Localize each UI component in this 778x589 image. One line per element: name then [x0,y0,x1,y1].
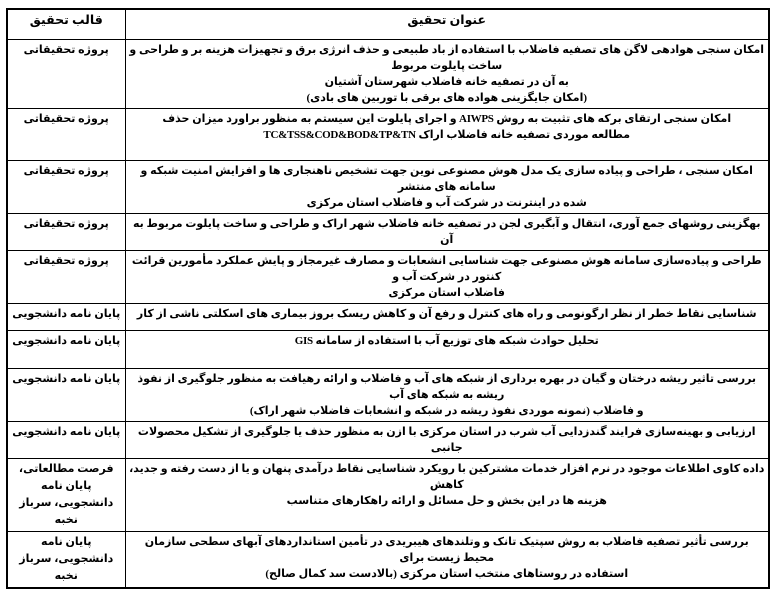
format-cell: پروژه تحقیقاتی [7,250,125,303]
table-row [7,458,769,531]
format-cell: پایان نامه دانشجویی [7,421,125,458]
title-cell [125,108,769,160]
title-cell [125,39,769,108]
table-row [7,531,769,588]
title-line: مطالعه موردی تصفیه خانه فاضلاب اراک TC&TSS&COD&BOD&TP&TN [263,128,631,141]
title-line: امکان سنجی هوادهی لاگن های تصفیه فاضلاب با استفاده از باد طبیعی و حذف انرژی برق و تجهیزات هزینه بر و طراحی و ساخت پایلوت مربوط [129,43,765,72]
format-cell: پایان نامه دانشجویی [7,368,125,421]
title-line: تحلیل حوادث شبکه های توزیع آب با استفاده از سامانه GIS [294,334,599,347]
table-row [7,160,769,213]
table-row [7,303,769,330]
table-row [7,368,769,421]
title-line: بهگزینی روشهای جمع آوری، انتقال و آبگیری لجن در تصفیه خانه فاضلاب شهر اراک و طراحی و ساخت پایلوت مربوط به آن [132,217,761,246]
title-cell [125,330,769,368]
title-cell [125,160,769,213]
title-line: فاضلاب استان مرکزی [388,286,505,299]
title-line: هزینه ها در این بخش و حل مسائل و ارائه راهکارهای متناسب [286,494,607,507]
format-cell: پروژه تحقیقاتی [7,213,125,250]
column-header-title: عنوان تحقیق [125,9,769,39]
table-row [7,108,769,160]
title-line: شده در اینترنت در شرکت آب و فاضلاب استان مرکزی [306,196,587,209]
table-row [7,250,769,303]
title-cell [125,458,769,531]
format-cell: پایان نامه دانشجویی [7,330,125,368]
title-line: (امکان جایگزینی هواده های برقی با توربین های بادی) [306,91,588,104]
title-line: داده کاوی اطلاعات موجود در نرم افزار خدمات مشترکین با رویکرد شناسایی نقاط درآمدی پنهان و یا از دست رفته و جدید، کاهش [129,462,765,491]
title-line: شناسایی نقاط خطر از نظر ارگونومی و راه های کنترل و رفع آن و کاهش ریسک بروز بیماری های اسکلتی ناشی از کار [136,307,757,320]
table-row [7,421,769,458]
title-cell [125,421,769,458]
table-row [7,39,769,108]
format-cell: پروژه تحقیقاتی [7,39,125,108]
title-line: استفاده در روستاهای منتخب استان مرکزی (بالادست سد کمال صالح) [265,567,629,580]
format-cell: پروژه تحقیقاتی [7,108,125,160]
title-line: و فاضلاب (نمونه موردی نفوذ ریشه در شبکه و انشعابات فاضلاب شهر اراک) [249,404,644,417]
research-topics-table [6,8,770,589]
title-line: بررسی تأثیر تصفیه فاضلاب به روش سپتیک تانک و وتلندهای هیبریدی در تأمین استانداردهای آبهای سطحی سازمان محیط زیست برای [144,535,749,564]
title-line: امکان سنجی ، طراحی و پیاده سازی یک مدل هوش مصنوعی نوین جهت تشخیص ناهنجاری ها و افزایش امنیت شبکه و سامانه های منتشر [140,164,753,193]
header-row [7,9,769,39]
title-line: طراحی و پیاده‌سازی سامانه هوش مصنوعی جهت شناسایی انشعابات و مصارف غیرمجاز و پایش عملکرد مأمورین قرائت کنتور در شرکت آب و [131,254,762,283]
table-row [7,330,769,368]
title-line: ارزیابی و بهینه‌سازی فرایند گندزدایی آب شرب در استان مرکزی با ازن به منظور حذف یا جلوگیری از تشکیل محصولات جانبی [137,425,756,454]
title-line: بررسی تاثیر ریشه درختان و گیان در بهره برداری از شبکه های آب و فاضلاب و ارائه رهیافت به منظور جلوگیری از نفوذ ریشه به شبکه های آب [137,372,757,401]
format-cell: پروژه تحقیقاتی [7,160,125,213]
title-cell [125,213,769,250]
column-header-format: قالب تحقیق [7,9,125,39]
format-cell: پایان نامه دانشجویی، سرباز نخبه [7,531,125,588]
format-cell: فرصت مطالعاتی، پایان نامه دانشجویی، سرباز نخبه [7,458,125,531]
title-cell [125,531,769,588]
title-cell [125,250,769,303]
title-line: امکان سنجی ارتقای برکه های تثبیت به روش AIWPS و اجرای پایلوت این سیستم به منظور براورد میزان حذف [162,112,732,125]
title-cell [125,368,769,421]
format-cell: پایان نامه دانشجویی [7,303,125,330]
title-line: به آن در تصفیه خانه فاضلاب شهرستان آشتیان [324,75,569,88]
title-cell [125,303,769,330]
table-row [7,213,769,250]
